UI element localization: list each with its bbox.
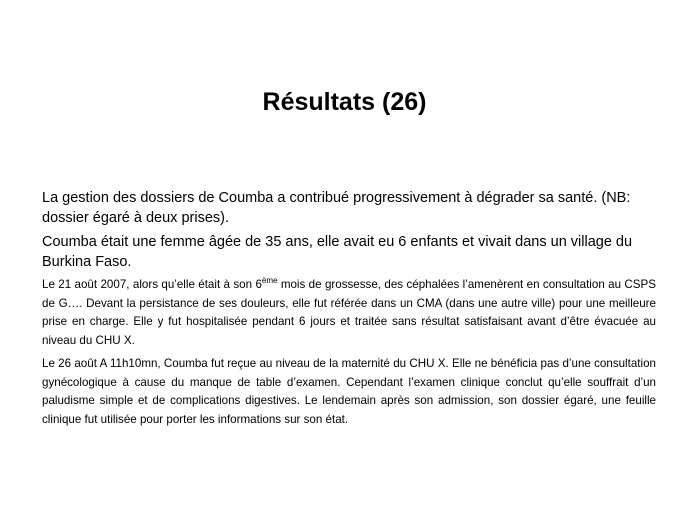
paragraph-patient-profile: Coumba était une femme âgée de 35 ans, elle avait eu 6 enfants et vivait dans un village du Burkina Faso. [42, 234, 633, 270]
superscript-eme: ème [261, 276, 278, 286]
paragraph-august-21 [42, 276, 656, 350]
paragraph-august-26: Le 26 août A 11h10mn, Coumba fut reçue au niveau de la maternité du CHU X. Elle ne bénéficia pas d’une consultation gynécologique à cause du manque de table d’examen. Cependant l’examen clinique conclut qu’elle souffrait d’un paludisme simple et de complications digestives. Le lendemain après son admission, son dossier égaré, une feuille clinique fut utilisée pour porter les informations sur son état. [42, 357, 656, 426]
paragraph-august-21-start: Le 21 août 2007, alors qu’elle était à son 6 [42, 278, 262, 291]
paragraph-august-21-rest: mois de grossesse, des céphalées l’amenèrent en consultation au CSPS de G…. Devant la persistance de ses douleurs, elle fut référée dans un CMA (dans une autre ville) pour une meilleure prise en charge. Elle y fut hospitalisée pendant 6 jours et traitée sans résultat satisfaisant avant d’être évacuée au niveau du CHU X. [42, 278, 656, 347]
paragraph-file-management: La gestion des dossiers de Coumba a contribué progressivement à dégrader sa santé. (NB: dossier égaré à deux prises). [42, 190, 631, 226]
slide-body [42, 188, 656, 434]
slide-title: Résultats (26) [262, 88, 427, 116]
